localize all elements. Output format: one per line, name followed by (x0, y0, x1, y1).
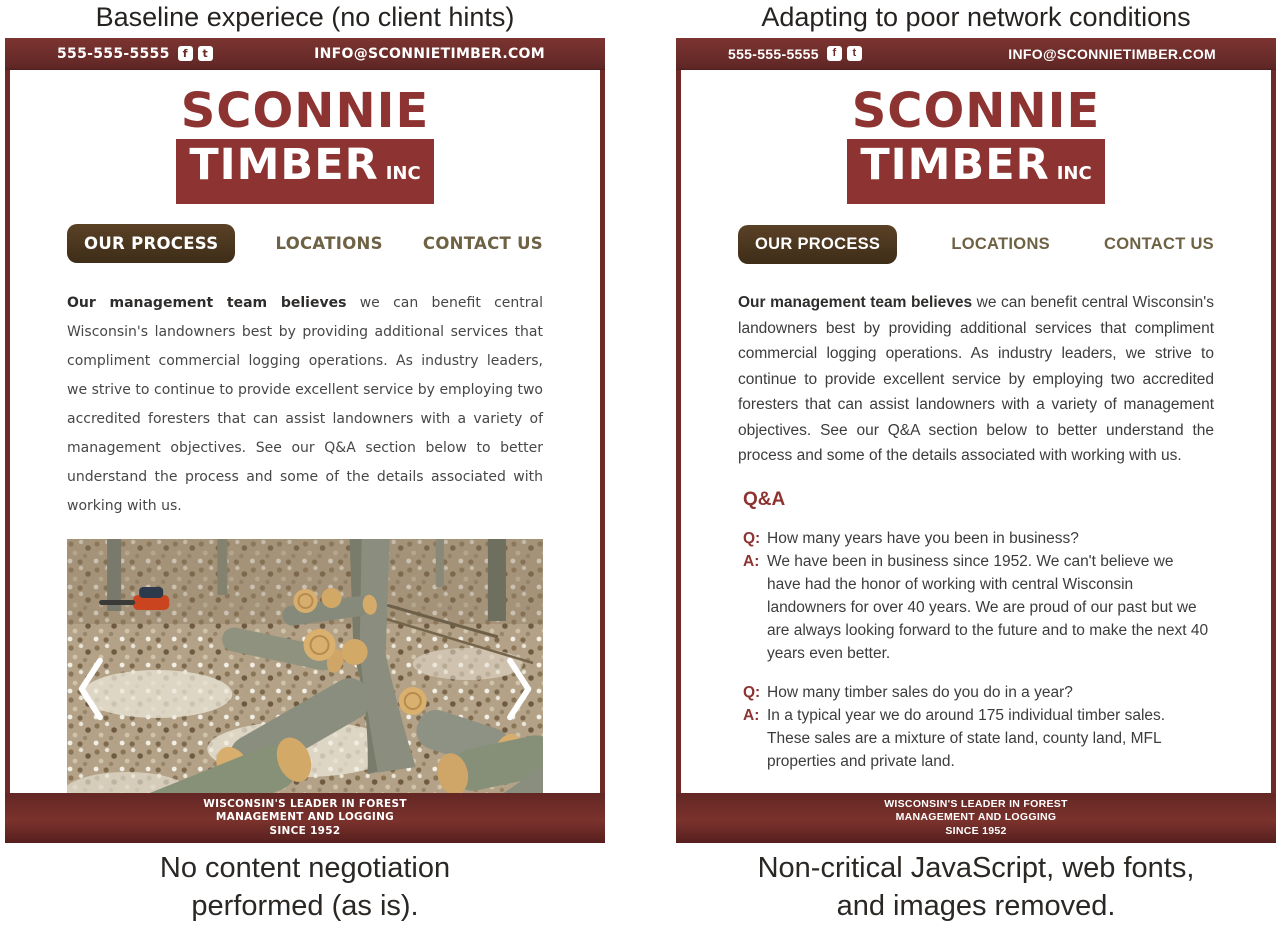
nav-contact-us[interactable]: CONTACT US (1104, 234, 1214, 253)
qa-heading: Q&A (743, 488, 786, 510)
intro-lead: Our management team believes (67, 295, 347, 311)
qa-item (743, 681, 1209, 773)
chevron-left-icon (75, 653, 105, 725)
a-label: A: (743, 706, 760, 724)
carousel-next-button[interactable] (505, 653, 535, 725)
baseline-title: Baseline experiece (no client hints) (95, 2, 515, 32)
phone-number: 555-555-5555 (57, 45, 170, 62)
site-logo (681, 84, 1271, 204)
site-nav (738, 224, 1214, 264)
q-label: Q: (743, 529, 761, 547)
site-footer (676, 793, 1276, 843)
site-topbar (676, 38, 1276, 70)
logo-inc: INC (1056, 163, 1092, 184)
intro-body: we can benefit central Wisconsin's landowners best by providing additional services that compliment commercial logging operations. As industry leaders, we strive to continue to provide excellent service by employing two accredited foresters that can assist landowners with a variety of management objectives. See our Q&A section below to better understand the process and some of the details associated with working with us. (738, 294, 1214, 464)
adapted-column (640, 0, 1280, 925)
logo-line2 (176, 139, 433, 204)
site-logo (10, 84, 600, 204)
adapted-caption-line1: Non-critical JavaScript, web fonts, (757, 852, 1195, 884)
facebook-icon[interactable]: f (827, 46, 842, 61)
footer-line2: MANAGEMENT AND LOGGING (215, 811, 395, 824)
qa-answer-row (743, 550, 1209, 665)
facebook-icon[interactable]: f (178, 46, 193, 61)
logo-timber: TIMBER (860, 140, 1050, 190)
site-topbar (5, 38, 605, 70)
nav-our-process[interactable]: OUR PROCESS (67, 224, 235, 263)
answer-text: In a typical year we do around 175 individual timber sales. These sales are a mixture of state land, county land, MFL properties and private land. (767, 706, 1166, 770)
carousel-prev-button[interactable] (75, 653, 105, 725)
baseline-column (0, 0, 640, 925)
forest-logging-photo (67, 539, 543, 793)
footer-line3: SINCE 1952 (945, 824, 1007, 837)
a-label: A: (743, 552, 760, 570)
logo-line1: SCONNIE (180, 83, 430, 139)
site-nav (67, 224, 543, 263)
baseline-caption (5, 849, 605, 925)
qa-answer-row (743, 704, 1209, 773)
site-page (681, 70, 1271, 793)
adapted-site-screenshot (676, 38, 1276, 843)
footer-line3: SINCE 1952 (269, 824, 341, 837)
adapted-caption (676, 849, 1276, 925)
photo-carousel (67, 539, 543, 793)
twitter-icon[interactable]: t (198, 46, 213, 61)
adapted-caption-line2: and images removed. (836, 890, 1116, 922)
nav-contact-us[interactable]: CONTACT US (422, 234, 543, 253)
nav-our-process[interactable]: OUR PROCESS (738, 225, 897, 264)
baseline-site-screenshot (5, 38, 605, 843)
intro-paragraph (738, 290, 1214, 469)
social-icons (827, 46, 862, 61)
site-page (10, 70, 600, 793)
intro-lead: Our management team believes (738, 294, 973, 311)
logo-inc: INC (385, 163, 421, 184)
question-text: How many years have you been in business? (767, 529, 1079, 547)
qa-item (743, 527, 1209, 665)
footer-line2: MANAGEMENT AND LOGGING (895, 811, 1057, 824)
qa-question-row (743, 527, 1209, 550)
intro-body: we can benefit central Wisconsin's landowners best by providing additional services that compliment commercial logging operations. As industry leaders, we strive to continue to provide excellent service by employing two accredited foresters that can assist landowners with a variety of management objectives. See our Q&A section below to better understand the process and some of the details associated with working with us. (67, 295, 543, 514)
twitter-icon[interactable]: t (847, 46, 862, 61)
baseline-caption-line1: No content negotiation (159, 852, 451, 884)
footer-line1: WISCONSIN'S LEADER IN FOREST (884, 797, 1068, 810)
adapted-title: Adapting to poor network conditions (761, 2, 1191, 32)
q-label: Q: (743, 683, 761, 701)
chevron-right-icon (505, 653, 535, 725)
email-link[interactable]: INFO@SCONNIETIMBER.COM (1008, 45, 1216, 62)
email-link[interactable]: INFO@SCONNIETIMBER.COM (314, 45, 545, 62)
site-footer (5, 793, 605, 843)
qa-section (743, 489, 1209, 773)
logo-line1: SCONNIE (851, 83, 1101, 139)
phone-number: 555-555-5555 (728, 45, 819, 62)
baseline-caption-line2: performed (as is). (191, 890, 419, 922)
social-icons (178, 46, 213, 61)
question-text: How many timber sales do you do in a year? (767, 683, 1073, 701)
qa-question-row (743, 681, 1209, 704)
answer-text: We have been in business since 1952. We can't believe we have had the honor of working with central Wisconsin landowners for over 40 years. We are proud of our past but we are always looking forward to the future and to make the next 40 years even better. (767, 552, 1209, 662)
nav-locations[interactable]: LOCATIONS (951, 234, 1050, 253)
intro-paragraph (67, 289, 543, 521)
logo-line2 (847, 139, 1104, 204)
nav-locations[interactable]: LOCATIONS (275, 234, 383, 253)
footer-line1: WISCONSIN'S LEADER IN FOREST (203, 797, 407, 810)
logo-timber: TIMBER (189, 140, 379, 190)
